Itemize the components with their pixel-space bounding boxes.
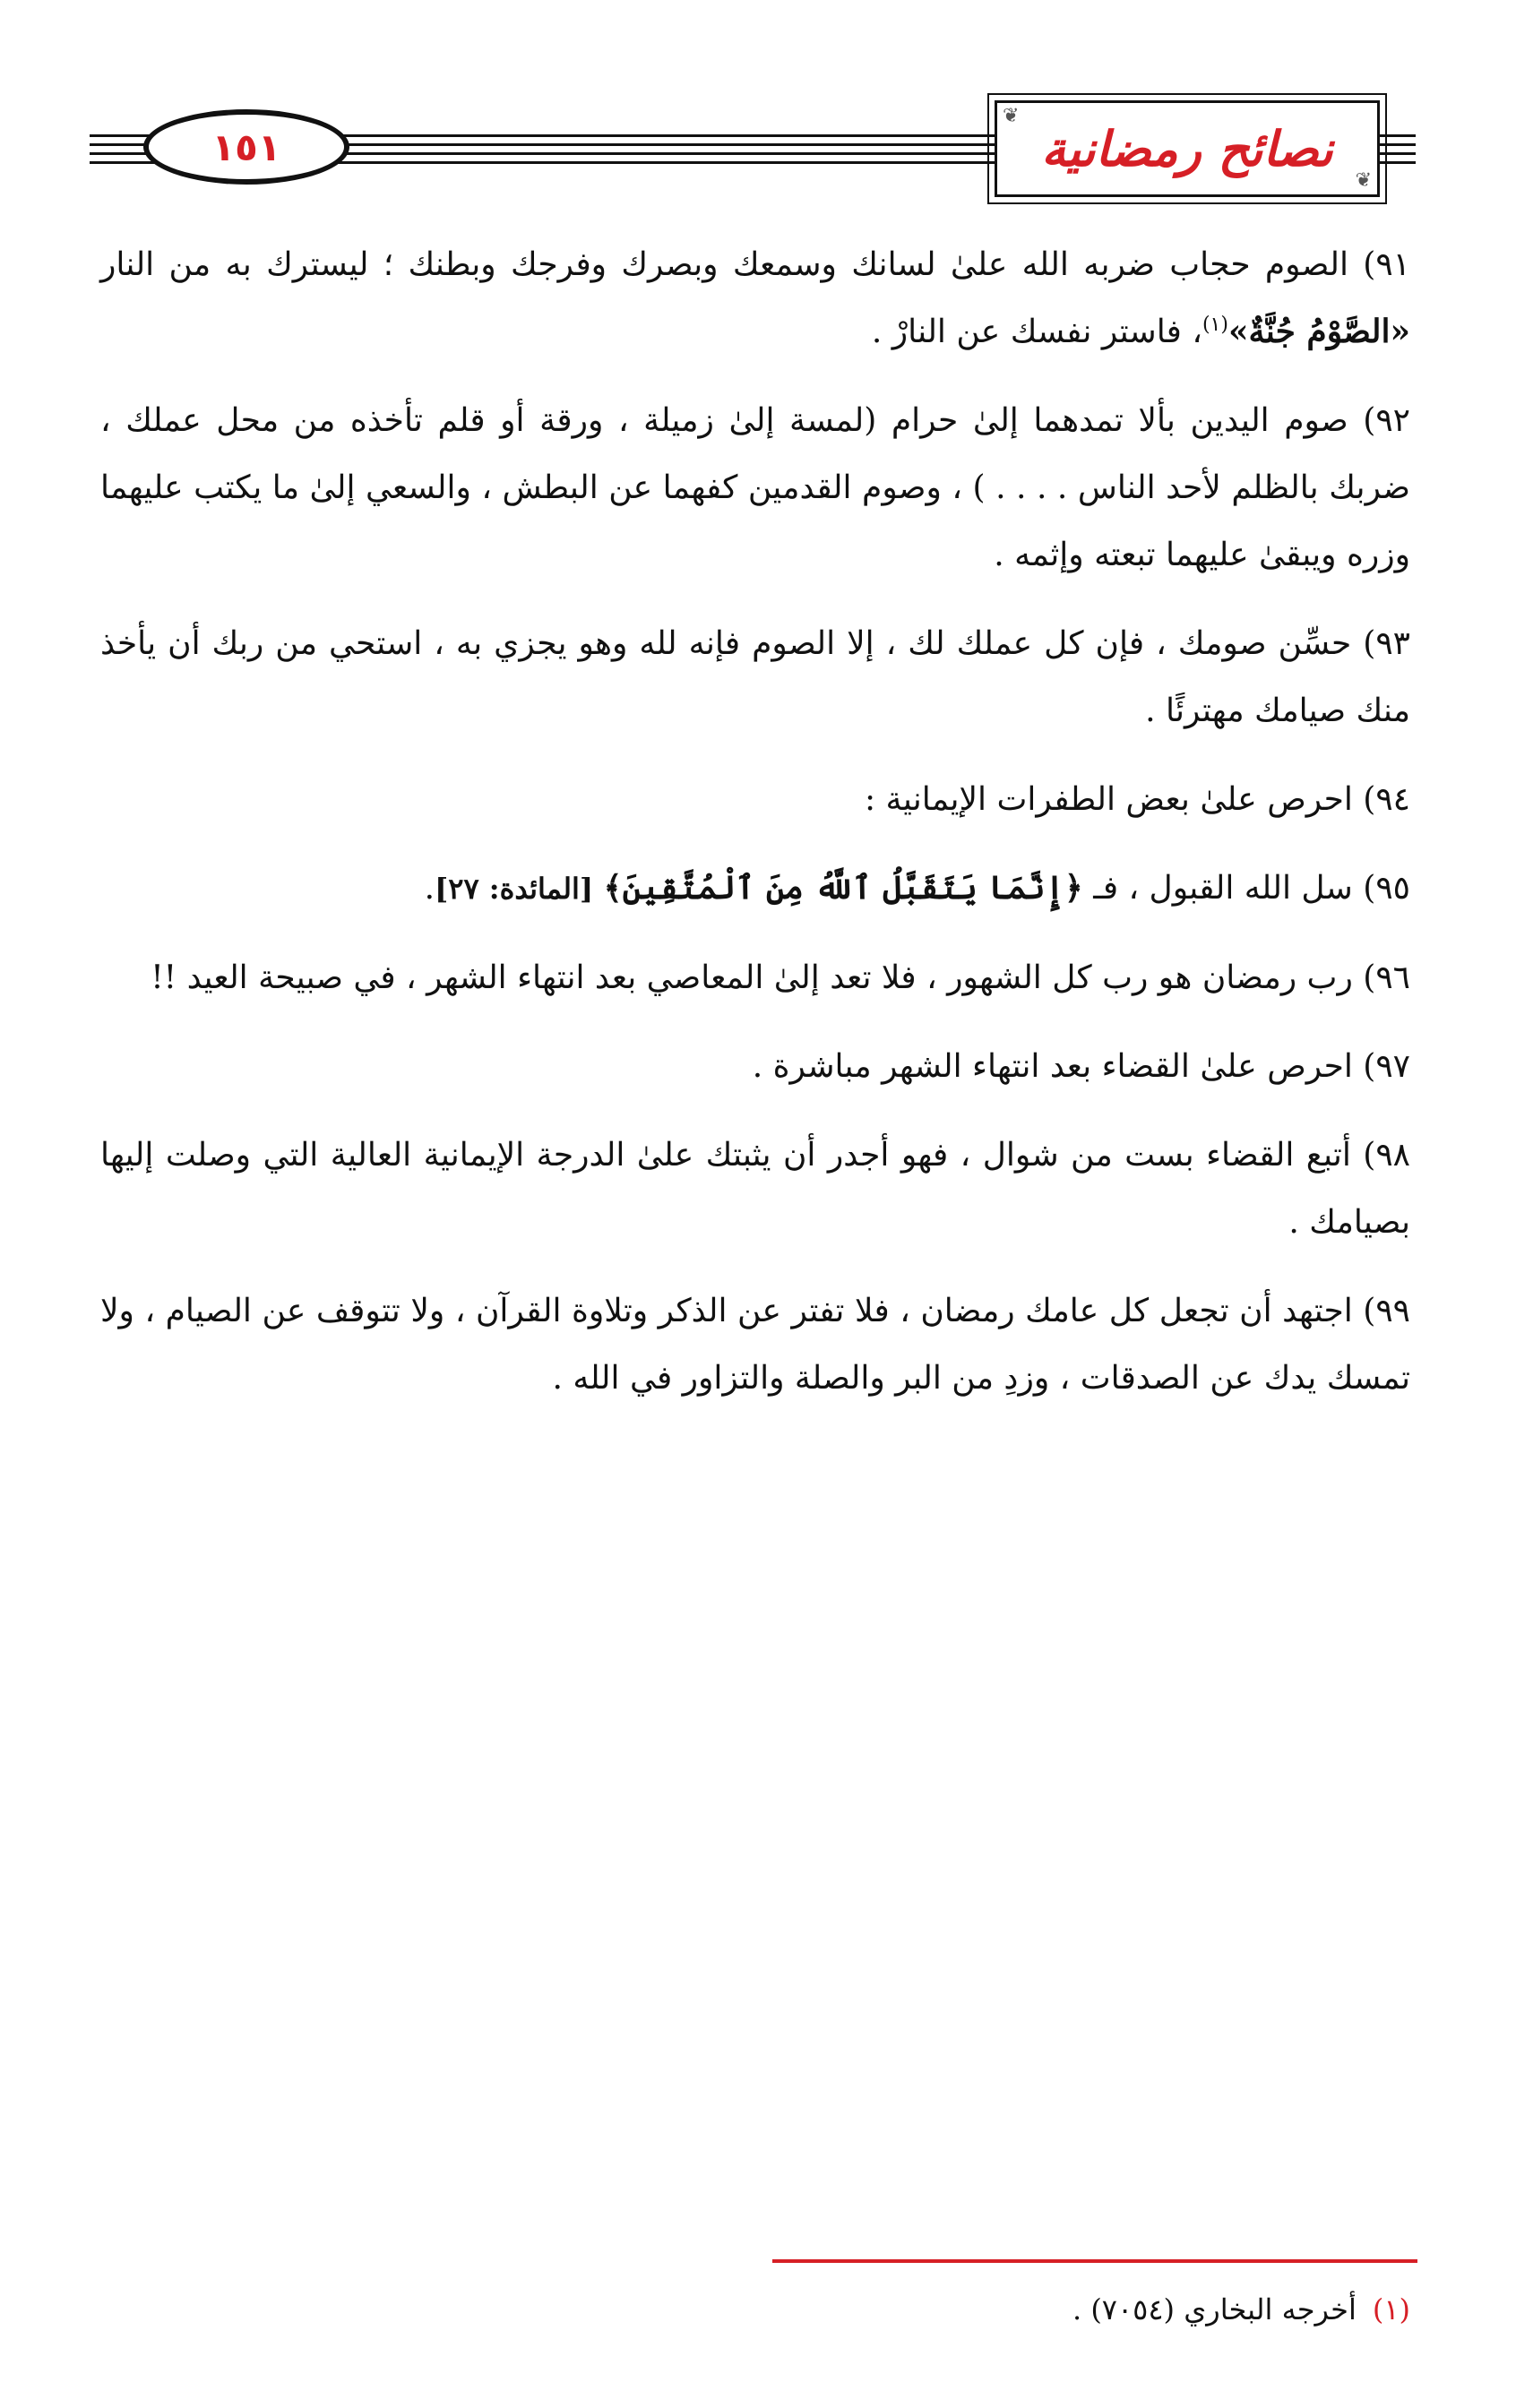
- corner-ornament-icon: ❦: [1003, 105, 1020, 127]
- item-number: ٩٩): [1363, 1293, 1410, 1329]
- item-number: ٩٢): [1363, 402, 1410, 439]
- footnote-reference: (١): [1202, 314, 1228, 336]
- item-number: ٩٦): [1363, 959, 1410, 996]
- item-number: ٩٣): [1363, 625, 1410, 662]
- item-text: .: [424, 870, 435, 907]
- page-header: [90, 90, 1416, 206]
- footnote-text: أخرجه البخاري (٧٠٥٤) .: [1072, 2292, 1357, 2326]
- book-title-frame: [995, 100, 1380, 197]
- item-text: صوم اليدين بألا تمدهما إلىٰ حرام (لمسة إلىٰ زميلة ، ورقة أو قلم تأخذه من محل عملك ، ضربك بالظلم لأحد الناس . . . . ) ، وصوم القدمين كفهما عن البطش ، والسعي إلىٰ ما يكتب عليهما وزره ويبقىٰ عليهما تبعته وإثمه .: [100, 402, 1410, 573]
- item-text: أتبع القضاء بست من شوال ، فهو أجدر أن يثبتك علىٰ الدرجة الإيمانية العالية التي وصلت إليها بصيامك .: [100, 1137, 1410, 1241]
- list-item: [100, 944, 1410, 1011]
- item-number: ٩٧): [1363, 1048, 1410, 1085]
- verse-reference: [المائدة: ٢٧]: [435, 872, 594, 906]
- list-item: [100, 766, 1410, 833]
- item-text: الصوم حجاب ضربه الله علىٰ لسانك وسمعك وبصرك وفرجك وبطنك ؛ ليسترك به من النار: [100, 246, 1364, 283]
- footnote-marker: (١): [1372, 2292, 1410, 2326]
- item-text: اجتهد أن تجعل كل عامك رمضان ، فلا تفتر عن الذكر وتلاوة القرآن ، ولا تتوقف عن الصيام ، ولا تمسك يدك عن الصدقات ، وزدِ من البر والصلة والتزاور في الله .: [100, 1293, 1410, 1397]
- item-text: احرص علىٰ بعض الطفرات الإيمانية :: [864, 781, 1364, 818]
- corner-ornament-icon: ❦: [1355, 169, 1372, 192]
- item-number: ٩٥): [1363, 870, 1410, 907]
- list-item: [100, 1033, 1410, 1100]
- page-number: ١٥١: [211, 125, 281, 169]
- list-item: [100, 387, 1410, 589]
- page-body: [100, 231, 1410, 1433]
- list-item: [100, 1122, 1410, 1256]
- list-item: [100, 1277, 1410, 1412]
- item-text: سل الله القبول ، فـ: [1082, 870, 1364, 907]
- item-text: احرص علىٰ القضاء بعد انتهاء الشهر مباشرة .: [752, 1048, 1364, 1085]
- item-text: رب رمضان هو رب كل الشهور ، فلا تعد إلىٰ المعاصي بعد انتهاء الشهر ، في صبيحة العيد !!: [151, 959, 1364, 996]
- item-number: ٩١): [1363, 246, 1410, 283]
- footnote: [1072, 2290, 1410, 2329]
- hadith-quote: «الصَّوْمُ جُنَّةٌ»: [1227, 313, 1410, 350]
- page-number-oval: [143, 109, 349, 185]
- item-number: ٩٨): [1363, 1137, 1410, 1174]
- list-item: [100, 231, 1410, 366]
- book-title: نصائح رمضانية: [1041, 120, 1333, 177]
- quran-verse: ﴿إِنَّمَا يَتَقَبَّلُ ٱللَّهُ مِنَ ٱلْمُتَّقِينَ﴾: [603, 869, 1083, 907]
- item-text: حسِّن صومك ، فإن كل عملك لك ، إلا الصوم فإنه لله وهو يجزي به ، استحي من ربك أن يأخذ منك صيامك مهترئًا .: [100, 625, 1410, 729]
- item-text: ، فاستر نفسك عن النارْ .: [871, 314, 1202, 350]
- footnote-divider: [772, 2259, 1417, 2263]
- item-number: ٩٤): [1363, 781, 1410, 818]
- list-item: [100, 610, 1410, 744]
- list-item: [100, 855, 1410, 923]
